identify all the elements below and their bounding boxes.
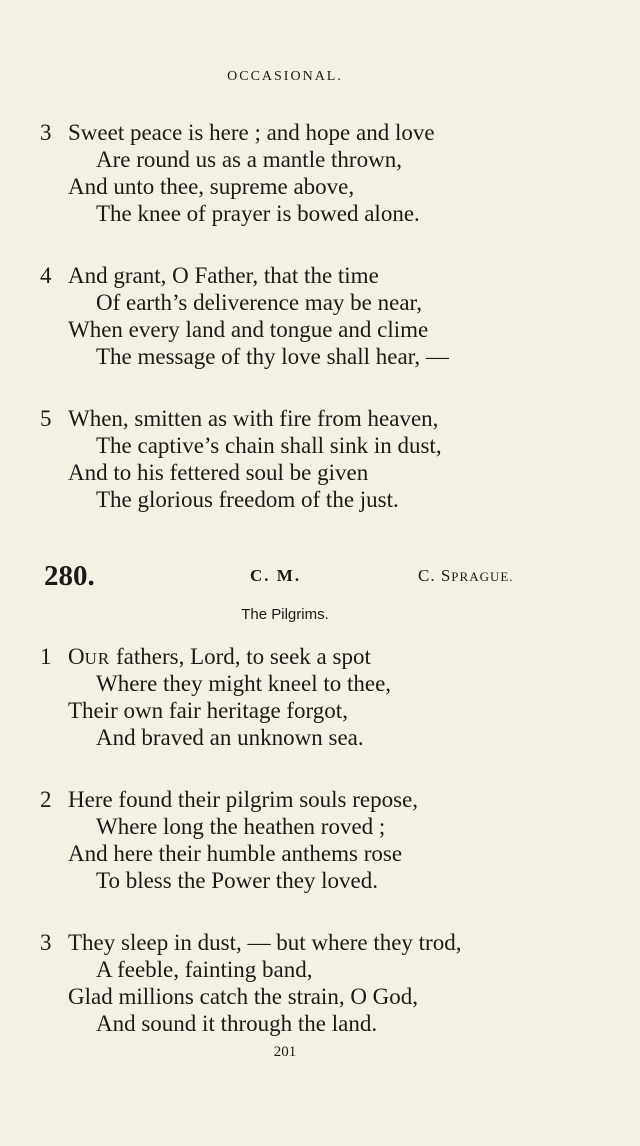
stanza-number: 2 (40, 787, 52, 812)
hymn-number: 280. (44, 560, 95, 592)
verse-line (68, 643, 371, 672)
author-initial: C. S (418, 566, 452, 585)
stanza-number: 5 (40, 406, 52, 431)
verse-line: And grant, O Father, that the time (68, 263, 379, 288)
verse-line: Where long the heathen roved ; (96, 814, 386, 839)
verse-line: Their own fair heritage forgot, (68, 698, 348, 723)
small-caps-word: UR (84, 649, 111, 668)
verse-line: Where they might kneel to thee, (96, 671, 392, 696)
verse-line: To bless the Power they loved. (96, 868, 379, 893)
verse-line: Here found their pilgrim souls repose, (68, 787, 419, 812)
verse-line: The message of thy love shall hear, — (96, 344, 449, 369)
hymn-meter: C. M. (250, 566, 302, 585)
stanza-number: 1 (40, 644, 52, 669)
verse-line: When, smitten as with fire from heaven, (68, 406, 439, 431)
verse-line: When every land and tongue and clime (68, 317, 429, 342)
verse-line: The glorious freedom of the just. (96, 487, 399, 512)
verse-line: And sound it through the land. (96, 1011, 378, 1036)
stanza-number: 3 (40, 930, 52, 955)
running-header: OCCASIONAL. (227, 69, 343, 84)
verse-line: Glad millions catch the strain, O God, (68, 984, 419, 1009)
verse-line: The captive’s chain shall sink in dust, (96, 433, 442, 458)
verse-line: A feeble, fainting band, (96, 957, 313, 982)
hymn-title: The Pilgrims. (241, 606, 329, 623)
verse-line: And unto thee, supreme above, (68, 174, 355, 199)
stanza-number: 4 (40, 263, 52, 288)
verse-line: And to his fettered soul be given (68, 460, 369, 485)
verse-line: And here their humble anthems rose (68, 841, 403, 866)
verse-line: Are round us as a mantle thrown, (96, 147, 402, 172)
page-number: 201 (273, 1044, 297, 1060)
hymn-author (418, 566, 514, 586)
verse-line: The knee of prayer is bowed alone. (96, 201, 420, 226)
verse-line: They sleep in dust, — but where they trod, (68, 930, 462, 955)
stanza-number: 3 (40, 120, 52, 145)
verse-line: Of earth’s deliverence may be near, (96, 290, 423, 315)
verse-line: And braved an unknown sea. (96, 725, 364, 750)
verse-line-text: fathers, Lord, to seek a spot (110, 644, 371, 669)
verse-line: Sweet peace is here ; and hope and love (68, 120, 435, 145)
drop-initial: O (68, 644, 85, 669)
author-rest: PRAGUE. (451, 569, 514, 584)
